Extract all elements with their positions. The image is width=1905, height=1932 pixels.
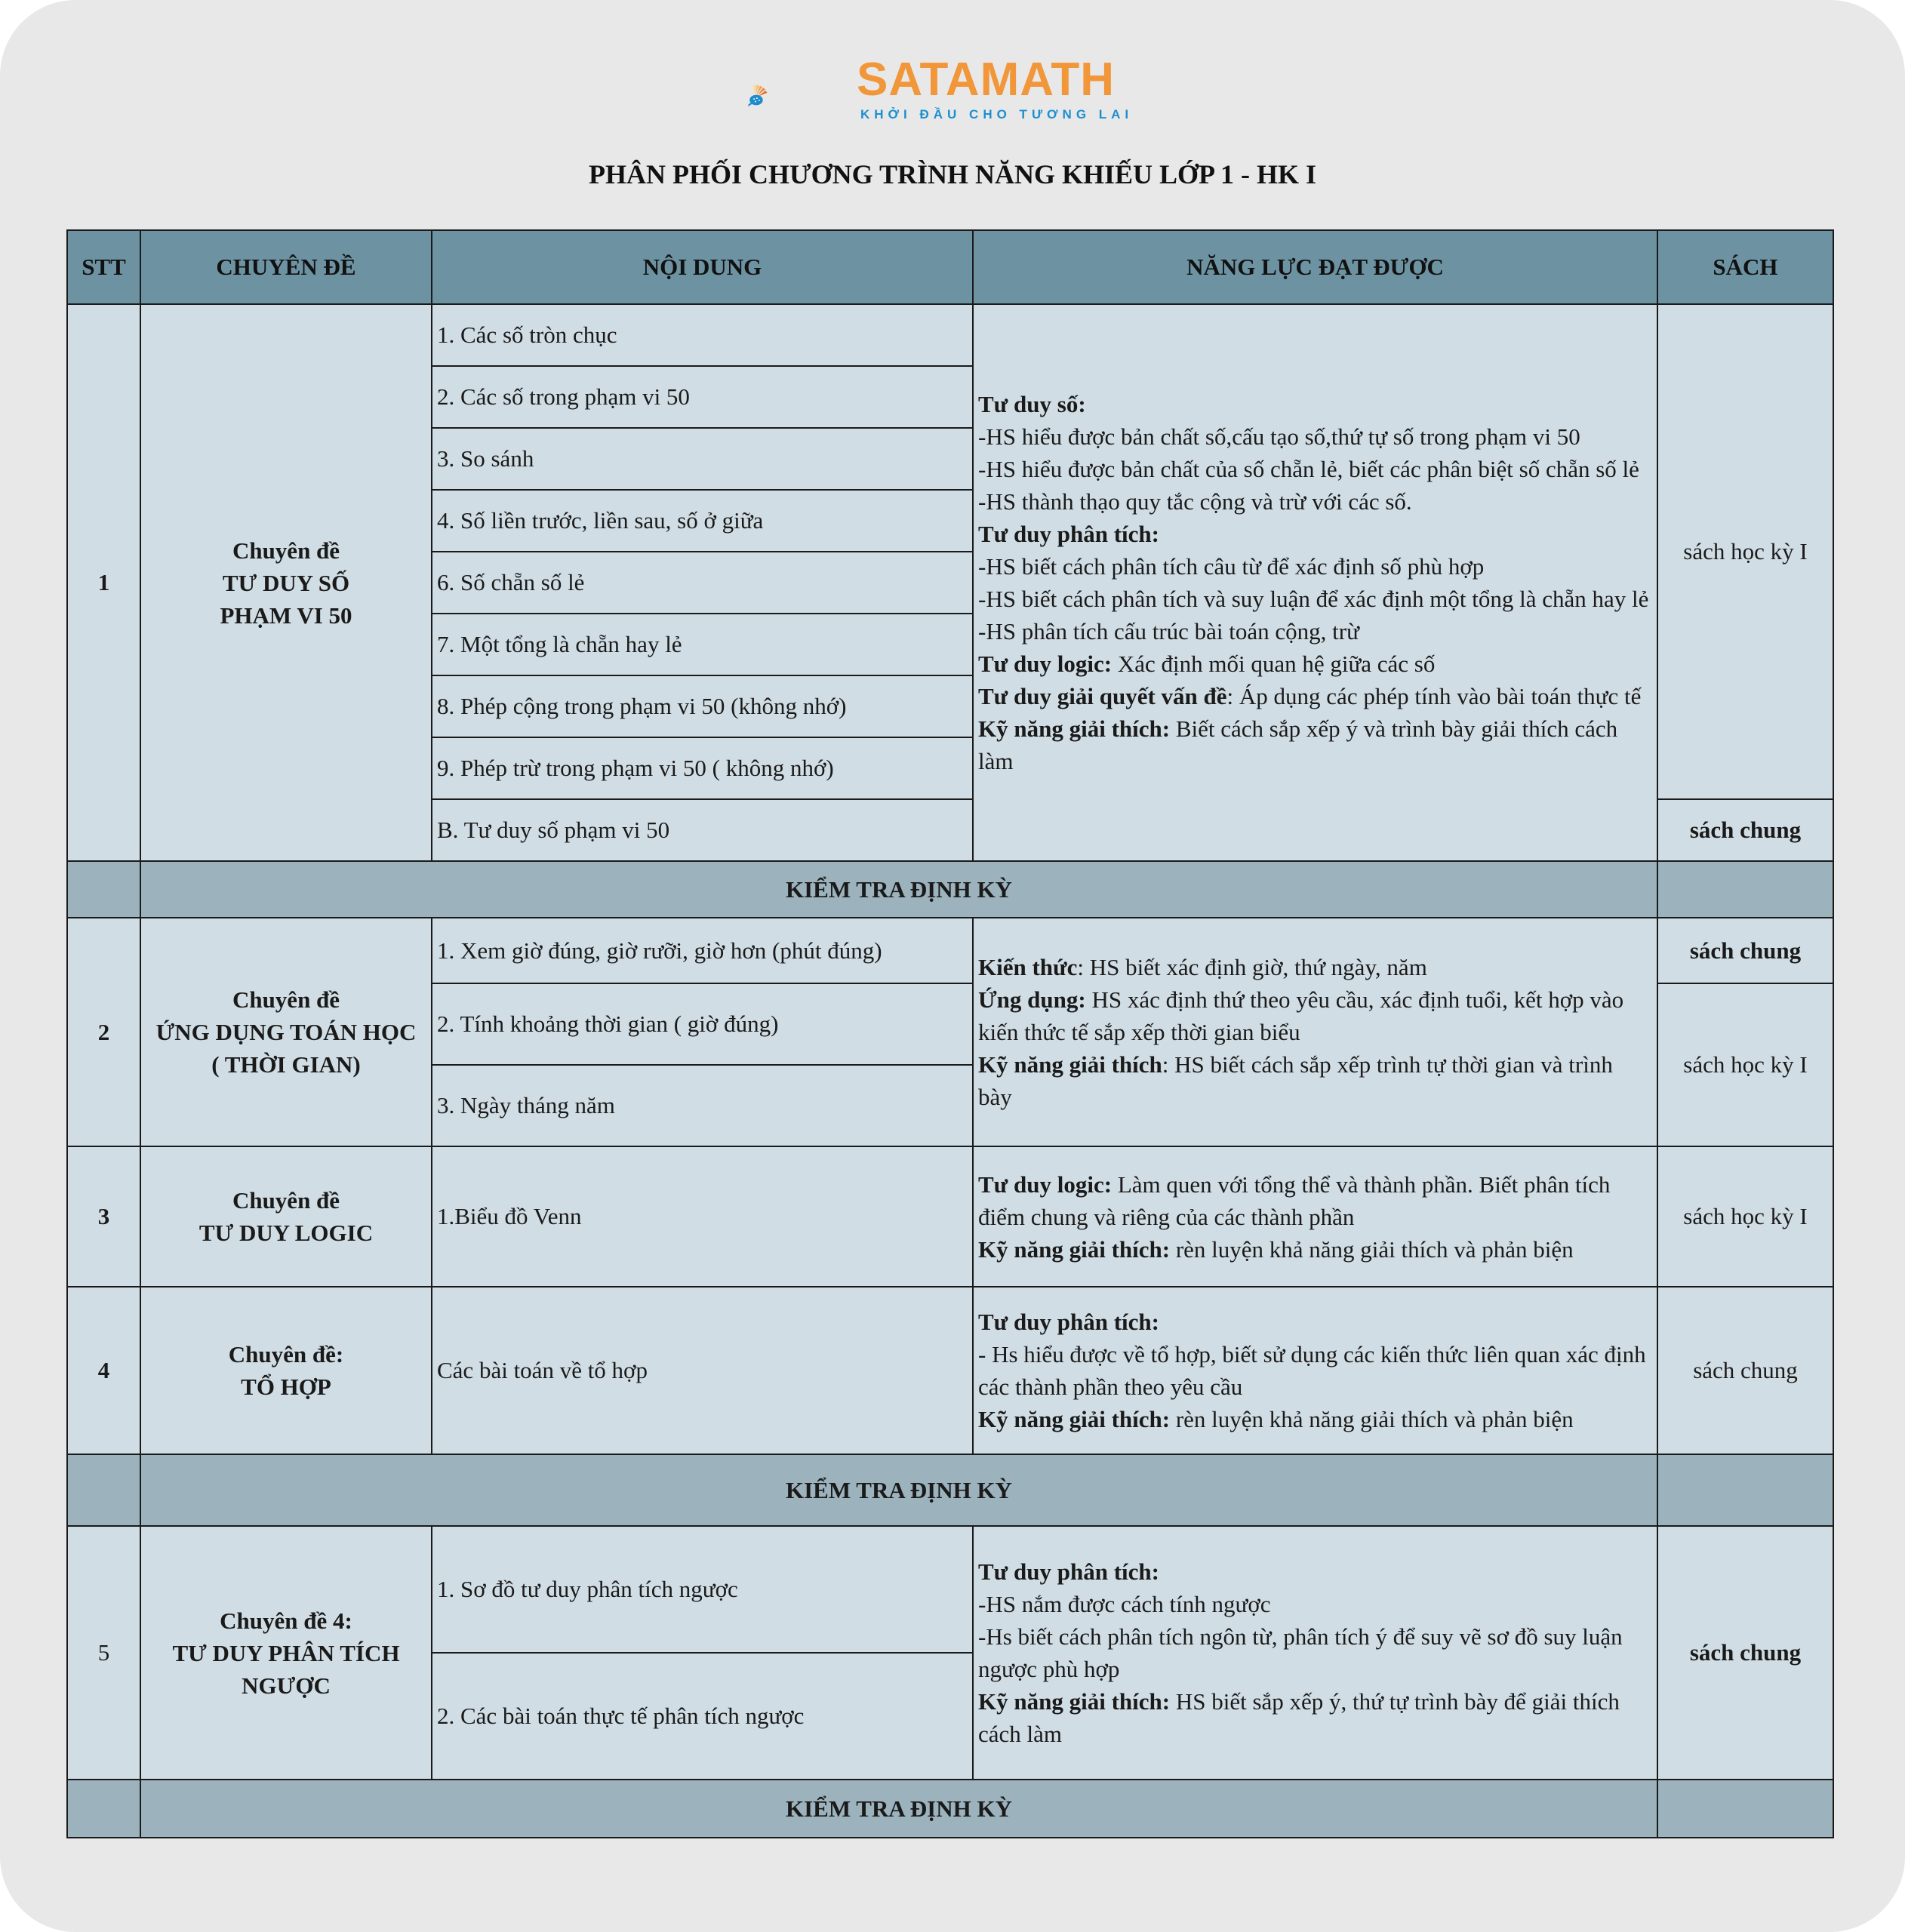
brand-name: SATAMATH bbox=[857, 54, 1116, 106]
ability-line: Tư duy logic: Xác định mối quan hệ giữa các số bbox=[978, 651, 1436, 677]
content-item: Các bài toán về tổ hợp bbox=[432, 1287, 973, 1454]
topic-line: TƯ DUY SỐ bbox=[222, 569, 350, 596]
topic-line: Chuyên đề 4: bbox=[220, 1607, 352, 1634]
check-row bbox=[67, 1780, 1833, 1838]
ability-cell bbox=[973, 918, 1657, 1146]
check-label: KIỂM TRA ĐỊNH KỲ bbox=[140, 1454, 1657, 1526]
topic-line: TỔ HỢP bbox=[241, 1374, 331, 1400]
book-cell: sách học kỳ I bbox=[1657, 304, 1833, 799]
content-item: 8. Phép cộng trong phạm vi 50 (không nhớ) bbox=[432, 675, 973, 737]
topic-line: ( THỜI GIAN) bbox=[211, 1051, 361, 1078]
ability-line: Tư duy logic: Làm quen với tổng thể và thành phần. Biết phân tích điểm chung và riêng của các thành phần bbox=[978, 1171, 1611, 1230]
ability-line: -HS biết cách phân tích câu từ để xác định số phù hợp bbox=[978, 553, 1485, 580]
topic-line: TƯ DUY LOGIC bbox=[199, 1220, 374, 1246]
content-item: 2. Tính khoảng thời gian ( giờ đúng) bbox=[432, 983, 973, 1065]
stt-cell: 4 bbox=[67, 1287, 140, 1454]
ability-cell bbox=[973, 1526, 1657, 1780]
table-row bbox=[67, 304, 1833, 366]
ability-line: Kỹ năng giải thích: rèn luyện khả năng giải thích và phản biện bbox=[978, 1406, 1574, 1432]
topic-cell bbox=[140, 1526, 432, 1780]
ability-line: - Hs hiểu được về tổ hợp, biết sử dụng các kiến thức liên quan xác định các thành phần theo yêu cầu bbox=[978, 1341, 1646, 1400]
content-item: 1. Các số tròn chục bbox=[432, 304, 973, 366]
topic-line: ỨNG DỤNG TOÁN HỌC bbox=[155, 1019, 417, 1045]
header-ability: NĂNG LỰC ĐẠT ĐƯỢC bbox=[973, 230, 1657, 304]
brand-tagline: KHỞI ĐẦU CHO TƯƠNG LAI bbox=[860, 107, 1134, 122]
table-row bbox=[67, 918, 1833, 983]
ability-line: -HS nắm được cách tính ngược bbox=[978, 1591, 1271, 1617]
content-item: 3. Ngày tháng năm bbox=[432, 1065, 973, 1146]
content-item: B. Tư duy số phạm vi 50 bbox=[432, 799, 973, 861]
header-topic: CHUYÊN ĐỀ bbox=[140, 230, 432, 304]
topic-line: Chuyên đề bbox=[232, 537, 340, 564]
ability-line: Tư duy giải quyết vấn đề: Áp dụng các phép tính vào bài toán thực tế bbox=[978, 683, 1642, 709]
ability-line: Tư duy phân tích: bbox=[978, 1309, 1159, 1335]
header-content: NỘI DUNG bbox=[432, 230, 973, 304]
check-empty-cell bbox=[1657, 1454, 1833, 1526]
ability-cell bbox=[973, 1287, 1657, 1454]
check-empty-cell bbox=[1657, 1780, 1833, 1838]
brain-lightbulb-icon bbox=[743, 47, 857, 145]
ability-cell bbox=[973, 304, 1657, 861]
check-empty-cell bbox=[67, 1780, 140, 1838]
book-cell: sách chung bbox=[1657, 1287, 1833, 1454]
content-item: 3. So sánh bbox=[432, 428, 973, 490]
book-cell: sách chung bbox=[1657, 1526, 1833, 1780]
table-header-row bbox=[67, 230, 1833, 304]
stt-cell: 5 bbox=[67, 1526, 140, 1780]
book-cell: sách học kỳ I bbox=[1657, 1146, 1833, 1287]
ability-line: Kỹ năng giải thích: HS biết cách sắp xếp trình tự thời gian và trình bày bbox=[978, 1051, 1613, 1110]
topic-cell bbox=[140, 304, 432, 861]
table-row bbox=[67, 1287, 1833, 1454]
content-item: 1. Sơ đồ tư duy phân tích ngược bbox=[432, 1526, 973, 1653]
ability-line: -HS thành thạo quy tắc cộng và trừ với các số. bbox=[978, 488, 1412, 515]
ability-line: Tư duy phân tích: bbox=[978, 521, 1159, 547]
topic-line: Chuyên đề bbox=[232, 1187, 340, 1214]
topic-line: NGƯỢC bbox=[242, 1672, 331, 1699]
ability-line: -HS hiểu được bản chất của số chẵn lẻ, biết các phân biệt số chẵn số lẻ bbox=[978, 456, 1639, 482]
ability-line: Tư duy phân tích: bbox=[978, 1558, 1159, 1585]
ability-line: Kỹ năng giải thích: HS biết sắp xếp ý, thứ tự trình bày để giải thích cách làm bbox=[978, 1688, 1620, 1747]
content-item: 9. Phép trừ trong phạm vi 50 ( không nhớ) bbox=[432, 737, 973, 799]
ability-line: Ứng dụng: HS xác định thứ theo yêu cầu, xác định tuổi, kết hợp vào kiến thức tế sắp xếp thời gian biểu bbox=[978, 986, 1624, 1045]
stt-cell: 1 bbox=[67, 304, 140, 861]
ability-line: -HS biết cách phân tích và suy luận để xác định một tổng là chẵn hay lẻ bbox=[978, 586, 1649, 612]
book-cell: sách chung bbox=[1657, 799, 1833, 861]
content-item: 6. Số chẵn số lẻ bbox=[432, 552, 973, 614]
table-row bbox=[67, 1146, 1833, 1287]
ability-line: Kiến thức: HS biết xác định giờ, thứ ngày, năm bbox=[978, 954, 1427, 980]
content-item: 7. Một tổng là chẵn hay lẻ bbox=[432, 614, 973, 675]
ability-line: -HS phân tích cấu trúc bài toán cộng, trừ bbox=[978, 618, 1359, 645]
content-item: 1. Xem giờ đúng, giờ rưỡi, giờ hơn (phút đúng) bbox=[432, 918, 973, 983]
table-row bbox=[67, 1526, 1833, 1653]
ability-line: Tư duy số: bbox=[978, 391, 1086, 417]
header-book: SÁCH bbox=[1657, 230, 1833, 304]
book-cell: sách học kỳ I bbox=[1657, 983, 1833, 1146]
content-item: 4. Số liền trước, liền sau, số ở giữa bbox=[432, 490, 973, 552]
ability-line: -HS hiểu được bản chất số,cấu tạo số,thứ tự số trong phạm vi 50 bbox=[978, 423, 1580, 450]
content-item: 2. Các số trong phạm vi 50 bbox=[432, 366, 973, 428]
content-item: 2. Các bài toán thực tế phân tích ngược bbox=[432, 1653, 973, 1780]
check-row bbox=[67, 861, 1833, 918]
ability-line: Kỹ năng giải thích: Biết cách sắp xếp ý và trình bày giải thích cách làm bbox=[978, 715, 1618, 774]
check-empty-cell bbox=[67, 861, 140, 918]
topic-cell bbox=[140, 1287, 432, 1454]
topic-cell bbox=[140, 1146, 432, 1287]
book-cell: sách chung bbox=[1657, 918, 1833, 983]
check-row bbox=[67, 1454, 1833, 1526]
stt-cell: 3 bbox=[67, 1146, 140, 1287]
content-item: 1.Biểu đồ Venn bbox=[432, 1146, 973, 1287]
ability-cell bbox=[973, 1146, 1657, 1287]
check-empty-cell bbox=[1657, 861, 1833, 918]
header-stt: STT bbox=[67, 230, 140, 304]
curriculum-table bbox=[66, 229, 1834, 1838]
topic-line: TƯ DUY PHÂN TÍCH bbox=[172, 1639, 400, 1666]
check-label: KIỂM TRA ĐỊNH KỲ bbox=[140, 1780, 1657, 1838]
topic-cell bbox=[140, 918, 432, 1146]
check-label: KIỂM TRA ĐỊNH KỲ bbox=[140, 861, 1657, 918]
topic-line: PHẠM VI 50 bbox=[220, 601, 352, 629]
ability-line: Kỹ năng giải thích: rèn luyện khả năng giải thích và phản biện bbox=[978, 1235, 1574, 1263]
check-empty-cell bbox=[67, 1454, 140, 1526]
topic-line: Chuyên đề: bbox=[228, 1341, 344, 1367]
topic-line: Chuyên đề bbox=[232, 986, 340, 1013]
ability-line: -Hs biết cách phân tích ngôn từ, phân tích ý để suy vẽ sơ đồ suy luận ngược phù hợp bbox=[978, 1623, 1623, 1682]
stt-cell: 2 bbox=[67, 918, 140, 1146]
page-title: PHÂN PHỐI CHƯƠNG TRÌNH NĂNG KHIẾU LỚP 1 - HK I bbox=[588, 159, 1317, 189]
